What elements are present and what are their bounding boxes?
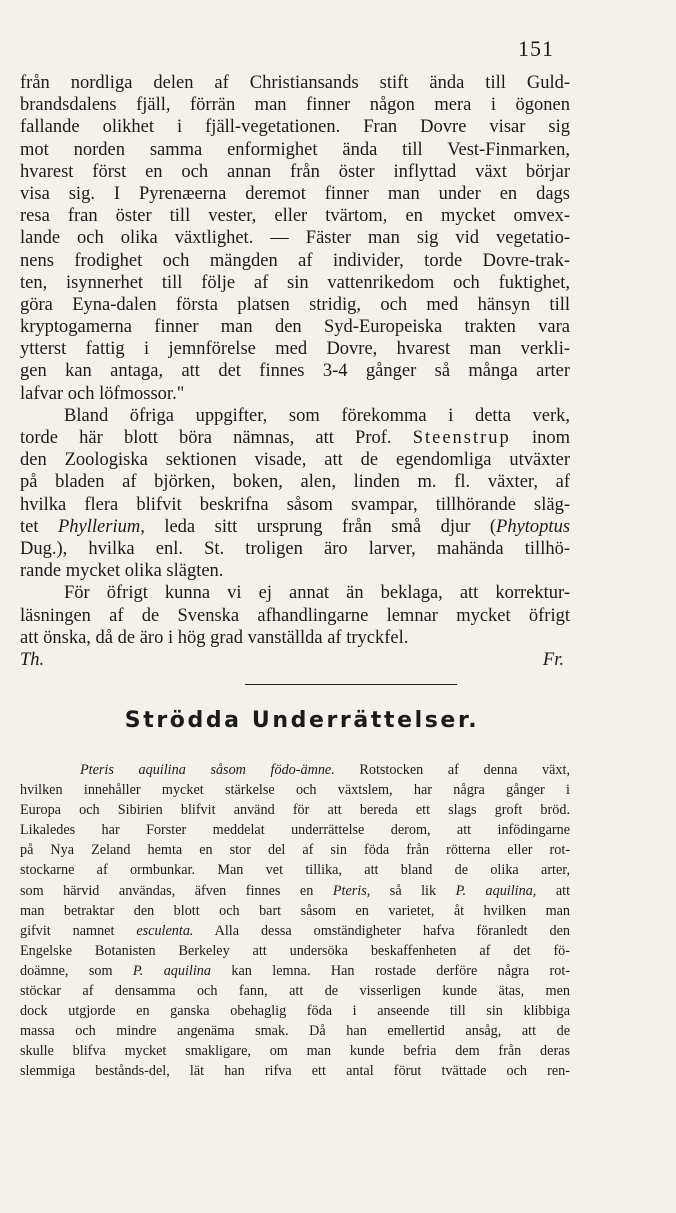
text-line: resa fran öster till vester, eller tvärtom, en mycket omvex- <box>20 206 570 227</box>
text-line: Likaledes har Forster meddelat underrättelse derom, att infödingarne <box>20 822 570 839</box>
text-line: läsningen af de Svenska afhandlingarne lemnar mycket öfrigt <box>20 605 570 626</box>
text-run: som härvid användas, äfven finnes en <box>20 882 314 899</box>
text-run: inom <box>531 428 570 448</box>
text-line: slemmiga bestånds-del, lät han rifva ett antal förut tvättade och ren- <box>20 1063 570 1080</box>
species-name: P. aquilina <box>132 962 211 979</box>
text-run: tet <box>20 516 39 537</box>
text-line: på bladen af björken, boken, alen, linden m. fl. växter, af <box>20 472 570 493</box>
variety-name: esculenta. <box>136 922 194 939</box>
page-number: 151 <box>518 36 554 61</box>
signature: Th. Fr. <box>20 649 564 670</box>
text-line: Europa och Sibirien blifvit använd för att bereda ett slags groft bröd. <box>20 802 570 819</box>
text-line: Engelske Botanisten Berkeley att undersöka beskaffenheten af det fö- <box>20 942 570 959</box>
text-line: Bland öfriga uppgifter, som förekomma i detta verk, <box>64 405 570 426</box>
text-run: gifvit namnet <box>20 922 115 939</box>
text-run: doämne, som <box>20 962 113 979</box>
text-line <box>20 516 570 538</box>
text-line: ten, isynnerhet till följe af sin vattenrikedom och fuktighet, <box>20 272 570 293</box>
text-line <box>20 881 570 901</box>
item-title: Pteris aquilina såsom födo-ämne. <box>80 762 335 778</box>
text-line <box>20 961 570 981</box>
text-line: lafvar och löfmossor." <box>20 383 185 404</box>
text-line: ytterst fattig i jemnförelse med Dovre, hvarest man verkli- <box>20 339 570 360</box>
text-line: rande mycket olika slägten. <box>20 561 224 582</box>
person-name: Steenstrup <box>412 428 511 448</box>
text-line <box>20 760 570 780</box>
text-run: så lik <box>389 882 437 899</box>
text-line: För öfrigt kunna vi ej annat än beklaga, att korrektur- <box>64 583 570 604</box>
text-line: på Nya Zeland hemta en stor del af sin föda från rötterna eller rot- <box>20 842 570 859</box>
text-line: från nordliga delen af Christiansands stift ända till Guld- <box>20 73 570 93</box>
text-line: kryptogamerna finner man den Syd-Europeiska trakten vara <box>20 317 570 338</box>
text-run: torde här blott böra nämnas, att Prof. <box>20 428 392 448</box>
text-line: den Zoologiska sektionen visade, att de egendomliga utväxter <box>20 450 570 471</box>
text-line: man betraktar den blott och bart såsom en varietet, åt hvilken man <box>20 902 570 919</box>
genus-name: Phytoptus <box>496 516 570 537</box>
species-name: P. aquilina, <box>455 882 537 899</box>
text-line: stockarne af ormbunkar. Man vet tillika, att bland de olika arter, <box>20 862 570 879</box>
text-run: leda sitt ursprung från små djur ( <box>164 516 497 537</box>
main-article <box>20 72 570 671</box>
text-line: hvarest först en och annan från öster inflyttad växt börjar <box>20 161 570 182</box>
text-line: dock utgjorde en ganska obehaglig föda i anseende till sin klibbiga <box>20 1003 570 1020</box>
text-line <box>20 427 570 449</box>
text-line: Dug.), hvilka enl. St. troligen äro larver, mahända tillhö- <box>20 538 570 559</box>
text-line: stöckar af densamma och fann, att de visserligen kunde ätas, men <box>20 983 570 1000</box>
text-line: göra Eyna-dalen första platsen stridig, och med hänsyn till <box>20 294 570 315</box>
genus-name: Pteris, <box>332 882 371 899</box>
text-line: hvilka flera blifvit beskrifna såsom svampar, tillhörande släg- <box>20 494 570 515</box>
text-run: Alla dessa omständigheter hafva föranledt den <box>214 922 570 939</box>
text-run: att <box>555 882 570 899</box>
genus-name: Phyllerium, <box>58 516 145 537</box>
text-line: skulle blifva mycket smakligare, om man kunde befria dem från deras <box>20 1043 570 1060</box>
news-article <box>20 760 570 1082</box>
text-line <box>20 921 570 941</box>
text-line: brandsdalens fjäll, förrän man finner någon mera i ögonen <box>20 95 570 116</box>
text-line: massa och mindre angenäma smak. Då han emellertid ansåg, att de <box>20 1023 570 1040</box>
text-line: att önska, då de äro i hög grad vanställda af tryckfel. <box>20 627 409 648</box>
section-heading: Strödda Underrättelser. <box>124 708 480 733</box>
text-line: gen kan antaga, att det finnes 3-4 gånger så många arter <box>20 361 570 382</box>
text-line: fallande olikhet i fjäll-vegetationen. Fran Dovre visar sig <box>20 117 570 138</box>
text-line: mot norden samma enformighet ända till Vest-Finmarken, <box>20 139 570 160</box>
text-line: lande och olika växtlighet. — Fäster man sig vid vegetatio- <box>20 228 570 249</box>
text-run: Rotstocken af denna växt, <box>359 762 570 778</box>
text-line: hvilken innehåller mycket stärkelse och växtslem, har några gånger i <box>20 782 570 799</box>
text-line: visa sig. I Pyrenæerna deremot finner man under en dags <box>20 183 570 204</box>
section-divider <box>245 684 457 685</box>
text-line: nens frodighet och mängden af individer, torde Dovre-trak- <box>20 250 570 271</box>
text-run: kan lemna. Han rostade derföre några rot- <box>231 962 570 979</box>
